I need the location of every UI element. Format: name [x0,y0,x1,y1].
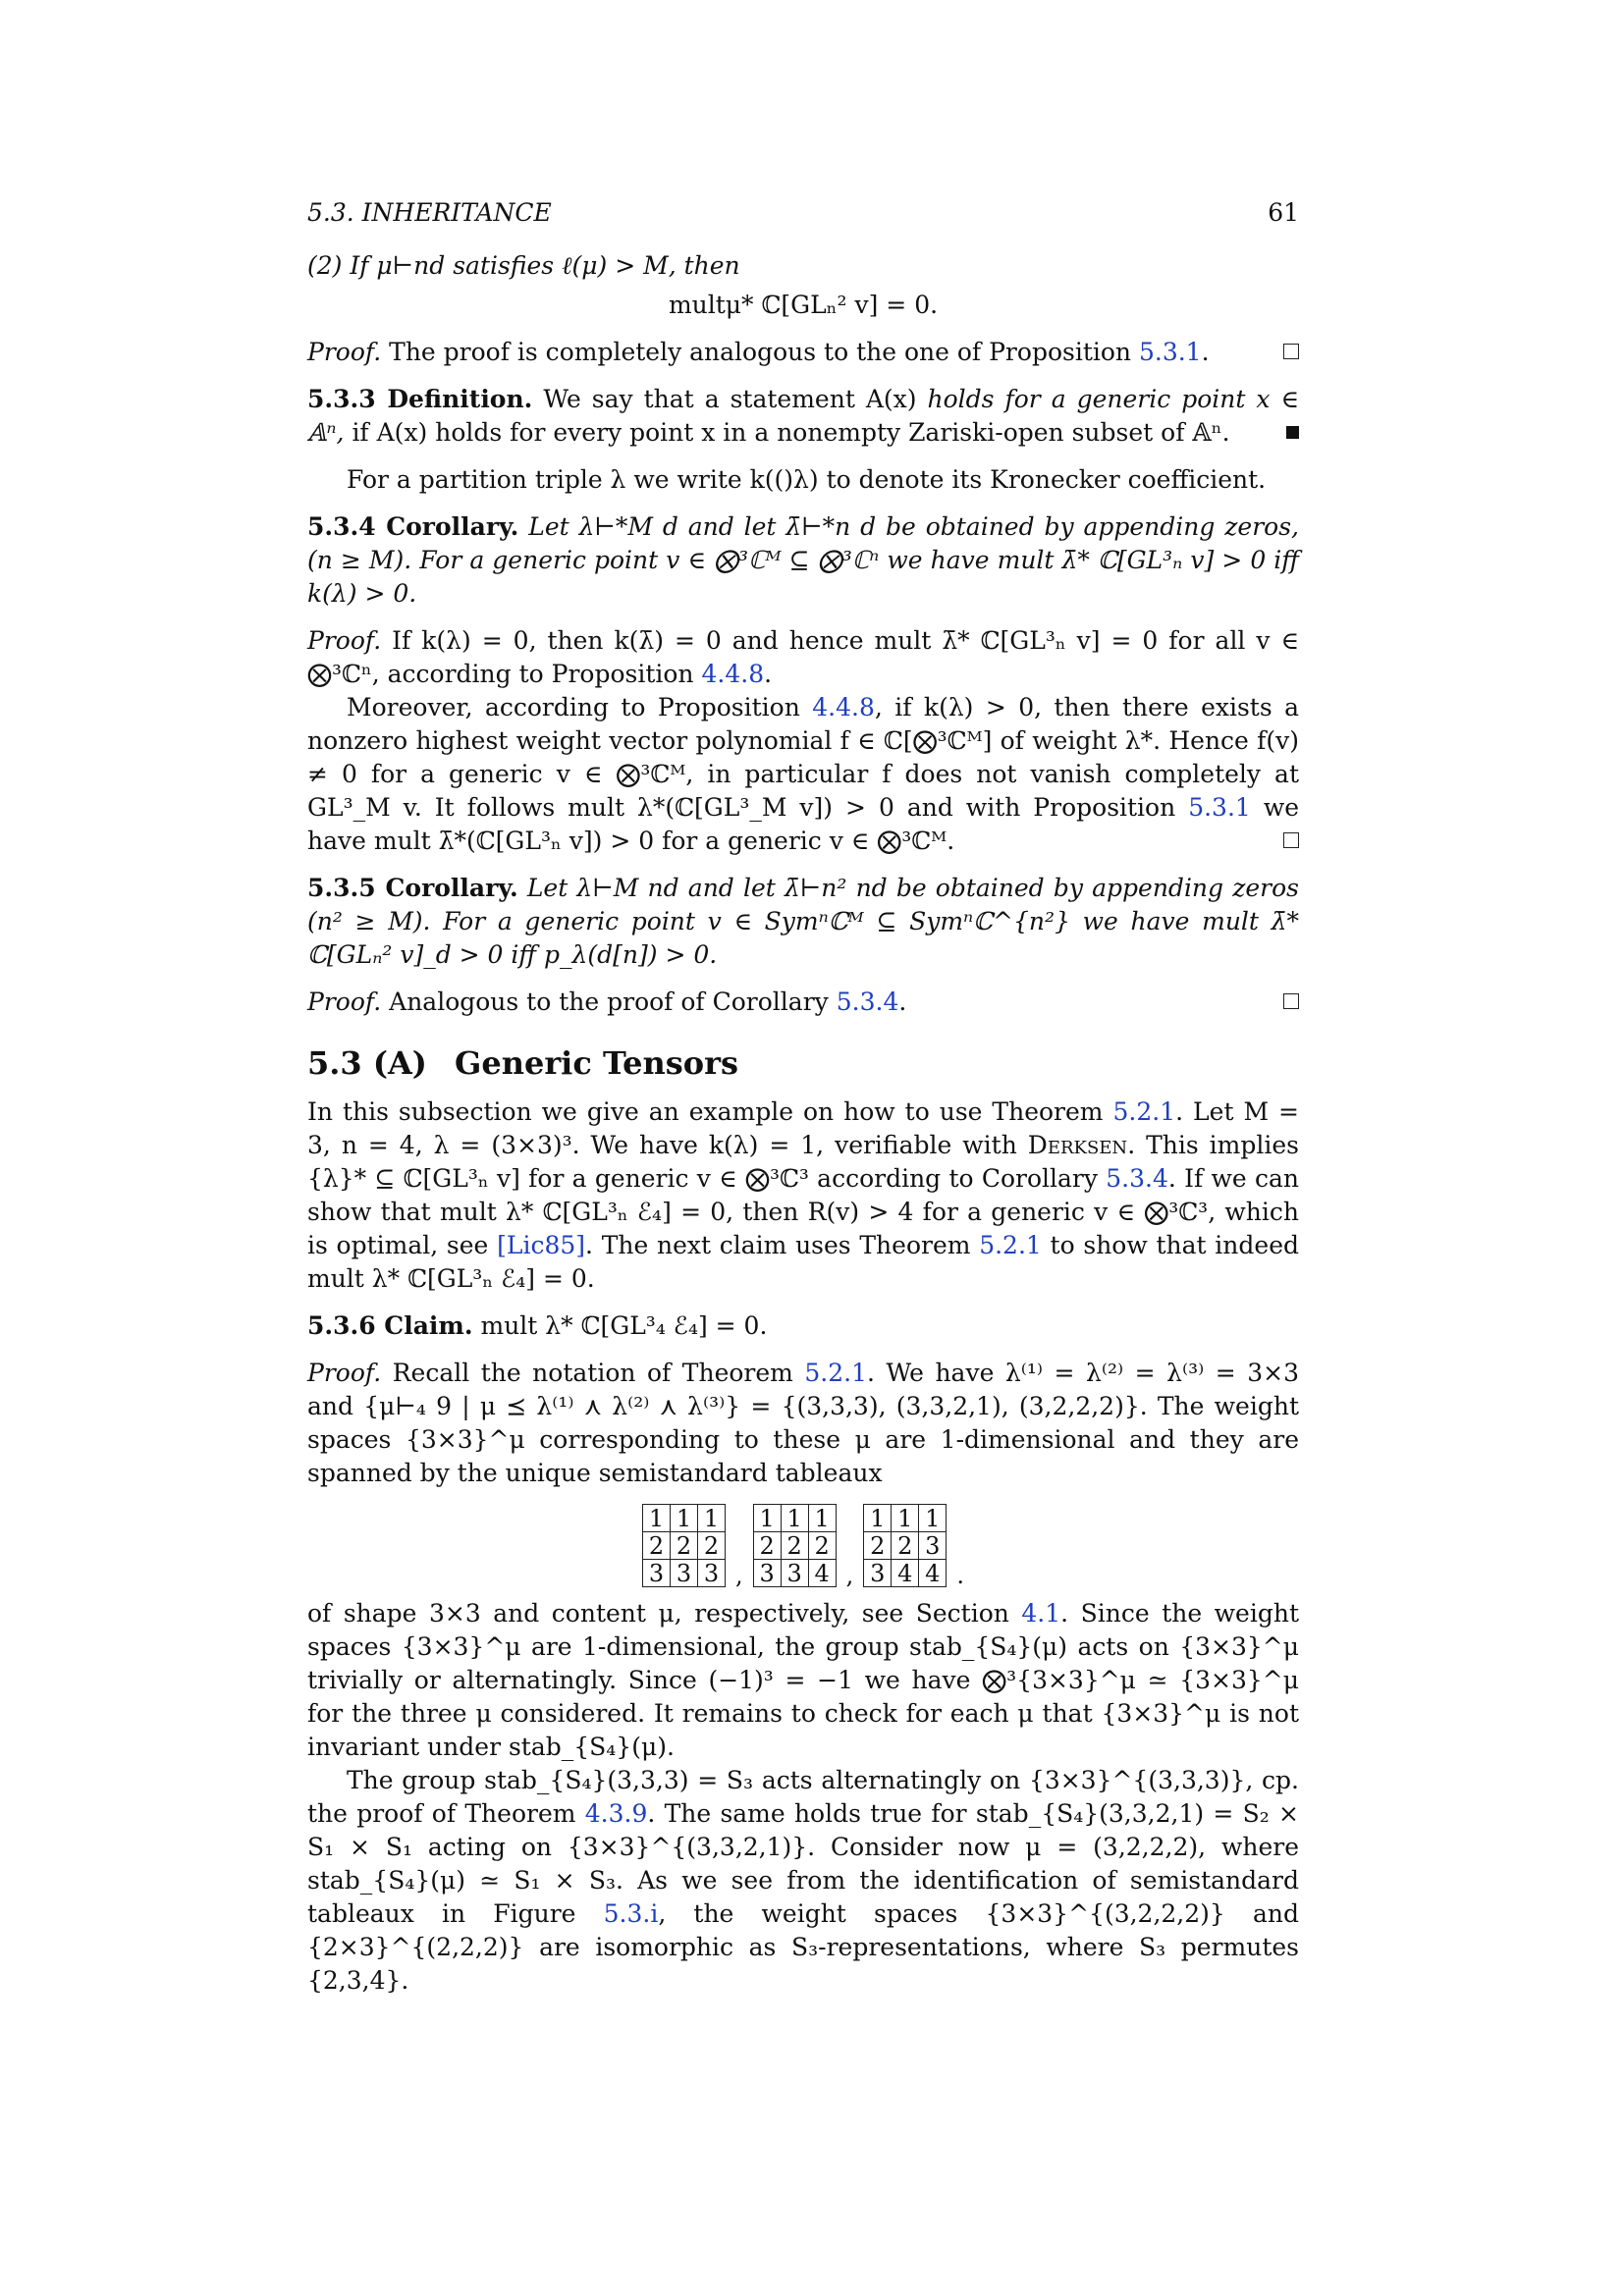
claim-5-3-6: 5.3.6 Claim. mult λ* ℂ[GL³₄ ℰ₄] = 0. [307,1311,768,1340]
proof-label: Proof. [307,626,382,655]
qed-box-icon [1283,832,1299,848]
ref-link[interactable]: 4.3.9 [584,1799,648,1828]
corollary-label: 5.3.4 Corollary. [307,512,519,541]
ref-link[interactable]: 5.3.1 [1138,338,1202,366]
tableau: 1 1 1 2 2 2 3 3 4 [753,1504,837,1587]
running-header [307,196,1299,236]
display-equation: multμ* ℂ[GLₙ² v] = 0. [668,291,939,319]
ref-link[interactable]: 5.2.1 [804,1359,868,1387]
ref-link[interactable]: 4.4.8 [812,693,875,721]
ref-link[interactable]: 5.2.1 [979,1231,1042,1259]
ref-link[interactable]: 4.4.8 [701,660,765,688]
tableau-separator: , [845,1562,854,1589]
tableau-separator: , [735,1562,743,1589]
qed-box-icon [1283,344,1299,359]
proof-5-3-4-continued: Moreover, according to Proposition 4.4.8, if k(λ) > 0, then there exists a nonzero highest weight vector polynomial f ∈ ℂ[⨂³ℂᴹ] of weight λ*. Hence f(v) ≠ 0 for a generic v ∈ ⨂³ℂᴹ, in particular f does not vanish completely at GL³_M v. It follows mult λ*(ℂ[GL³_M v]) > 0 and with Proposition 5.3.1 we have mult λ̄*(ℂ[GL³ₙ v]) > 0 for a generic v ∈ ⨂³ℂᴹ. [307,693,1300,855]
section-heading [307,1046,1299,1080]
ref-link[interactable]: 5.3.4 [836,988,899,1016]
end-definition-icon [1286,426,1299,439]
definition-label: 5.3.3 Definition. [307,385,533,413]
proof-text: The proof is completely analogous to the one of Proposition [389,338,1132,366]
proof-5-3-4: Proof. If k(λ) = 0, then k(λ̄) = 0 and hence mult λ̄* ℂ[GL³ₙ v] = 0 for all v ∈ ⨂³ℂⁿ, according to Proposition 4.4.8. [307,626,1299,688]
figure-link[interactable]: 5.3.i [603,1899,659,1928]
ref-link[interactable]: 5.2.1 [1112,1097,1176,1126]
after-tableaux-paragraph: of shape 3×3 and content μ, respectively, see Section 4.1. Since the weight spaces {3×3}^μ are 1-dimensional, the group stab_{S₄}(μ) acts on {3×3}^μ trivially or alternatingly. Since (−1)³ = −1 we have ⨂³{3×3}^μ ≃ {3×3}^μ for the three μ considered. It remains to check for each μ that {3×3}^μ is not invariant under stab_{S₄}(μ). [307,1599,1299,1761]
ref-link[interactable]: 4.1 [1021,1599,1061,1628]
citation-link[interactable]: [Lic85] [497,1231,586,1259]
corollary-5-3-5: 5.3.5 Corollary. Let λ⊢M nd and let λ̄⊢n² nd be obtained by appending zeros (n² ≥ M). For a generic point v ∈ Symⁿℂᴹ ⊆ Symⁿℂ^{n²} we have mult λ̄* ℂ[GLₙ² v]_d > 0 iff p_λ(d[n]) > 0. [307,874,1299,969]
proof-label: Proof. [307,338,382,366]
tableaux-row [307,1504,1299,1587]
kronecker-note: For a partition triple λ we write k(()λ) to denote its Kronecker coefficient. [347,465,1267,494]
proof-label: Proof. [307,1359,382,1387]
tableau: 1 1 1 2 2 3 3 4 4 [863,1504,947,1587]
intro-paragraph: In this subsection we give an example on how to use Theorem 5.2.1. Let M = 3, n = 4, λ = (3×3)³. We have k(λ) = 1, verifiable with Derksen. This implies {λ}* ⊆ ℂ[GL³ₙ v] for a generic v ∈ ⨂³ℂ³ according to Corollary 5.3.4. If we can show that mult λ* ℂ[GL³ₙ ℰ₄] = 0, then R(v) > 4 for a generic v ∈ ⨂³ℂ³, which is optimal, see [Lic85]. The next claim uses Theorem 5.2.1 to show that indeed mult λ* ℂ[GL³ₙ ℰ₄] = 0. [307,1097,1300,1293]
final-paragraph: The group stab_{S₄}(3,3,3) = S₃ acts alternatingly on {3×3}^{(3,3,3)}, cp. the proof of Theorem 4.3.9. The same holds true for stab_{S₄}(3,3,2,1) = S₂ × S₁ × S₁ acting on {3×3}^{(3,3,2,1)}. Consider now μ = (3,2,2,2), where stab_{S₄}(μ) ≃ S₁ × S₃. As we see from the identification of semistandard tableaux in Figure 5.3.i, the weight spaces {3×3}^{(3,2,2,2)} and {2×3}^{(2,2,2)} are isomorphic as S₃-representations, where S₃ permutes {2,3,4}. [307,1766,1299,1995]
ref-link[interactable]: 5.3.1 [1188,793,1251,822]
ref-link[interactable]: 5.3.4 [1106,1164,1168,1193]
derksen-software: Derksen [1027,1131,1128,1159]
proof-label: Proof. [307,988,382,1016]
proof-5-3-5: Proof. Analogous to the proof of Corollary 5.3.4. [307,986,1299,1019]
tableau-separator: . [956,1562,964,1589]
tableau: 1 1 1 2 2 2 3 3 3 [642,1504,726,1587]
section-title: Generic Tensors [455,1044,738,1082]
section-number: 5.3 (A) [307,1044,427,1082]
item-2: (2) If μ⊢nd satisfies ℓ(μ) > M, then [307,251,740,280]
qed-box-icon [1283,993,1299,1009]
corollary-label: 5.3.5 Corollary. [307,874,518,902]
page [307,196,1299,1998]
definition-5-3-3: 5.3.3 Definition. We say that a statement A(x) holds for a generic point x ∈ 𝔸ⁿ, if A(x) holds for every point x in a nonempty Zariski-open subset of 𝔸ⁿ. [307,385,1299,447]
running-title: 5.3. INHERITANCE [307,198,552,227]
corollary-5-3-4: 5.3.4 Corollary. Let λ⊢*M d and let λ̄⊢*n d be obtained by appending zeros, (n ≥ M). For a generic point v ∈ ⨂³ℂᴹ ⊆ ⨂³ℂⁿ we have mult λ̄* ℂ[GL³ₙ v] > 0 iff k(λ) > 0. [307,512,1299,608]
page-number: 61 [1268,198,1299,227]
claim-label: 5.3.6 Claim. [307,1311,473,1340]
proof-1: Proof. The proof is completely analogous to the one of Proposition 5.3.1. [307,336,1299,369]
proof-5-3-6: Proof. Recall the notation of Theorem 5.2.1. We have λ⁽¹⁾ = λ⁽²⁾ = λ⁽³⁾ = 3×3 and {μ⊢₄ 9 | μ ⪯ λ⁽¹⁾ ⋏ λ⁽²⁾ ⋏ λ⁽³⁾} = {(3,3,3), (3,3,2,1), (3,2,2,2)}. The weight spaces {3×3}^μ corresponding to these μ are 1-dimensional and they are spanned by the unique semistandard tableaux [307,1359,1299,1487]
